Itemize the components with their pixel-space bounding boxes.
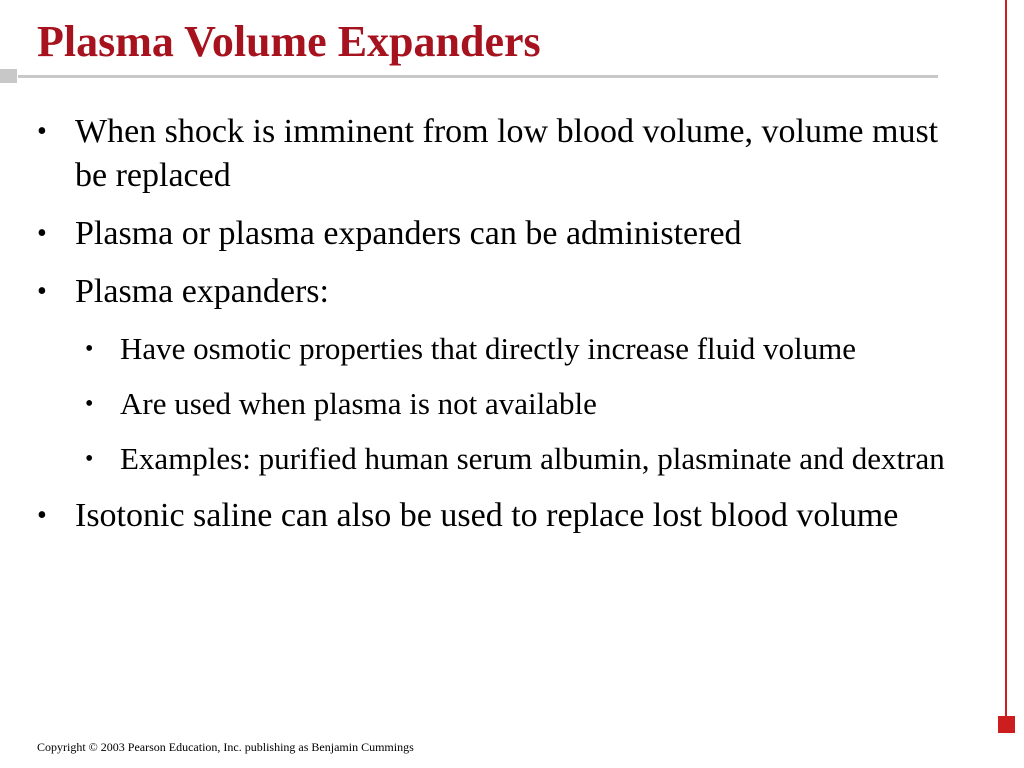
sub-bullet-list xyxy=(75,328,957,480)
sub-bullet-dot-icon: • xyxy=(85,336,94,362)
title-rule-left-square xyxy=(0,69,17,83)
bullet-list xyxy=(37,110,957,538)
bullet-dot-icon: • xyxy=(37,218,47,249)
sub-bullet-dot-icon: • xyxy=(85,446,94,472)
sub-bullet-item xyxy=(85,328,957,370)
title-underline-rule xyxy=(18,75,938,78)
slide-content xyxy=(37,110,957,552)
bullet-item xyxy=(37,270,957,480)
slide-title: Plasma Volume Expanders xyxy=(37,17,541,66)
bottom-right-square xyxy=(998,716,1015,733)
bullet-text: Plasma or plasma expanders can be administered xyxy=(75,215,742,252)
sub-bullet-text: Have osmotic properties that directly increase fluid volume xyxy=(120,331,857,366)
bullet-item xyxy=(37,494,957,538)
sub-bullet-item xyxy=(85,383,957,425)
bullet-item xyxy=(37,110,957,198)
sub-bullet-text: Are used when plasma is not available xyxy=(120,386,597,421)
bullet-text: When shock is imminent from low blood volume, volume must be replaced xyxy=(75,113,939,194)
bullet-text: Plasma expanders: xyxy=(75,273,329,310)
bullet-dot-icon: • xyxy=(37,116,47,147)
bullet-text: Isotonic saline can also be used to replace lost blood volume xyxy=(75,497,899,534)
bullet-dot-icon: • xyxy=(37,500,47,531)
right-vertical-rule xyxy=(1005,0,1007,716)
bullet-item xyxy=(37,212,957,256)
sub-bullet-dot-icon: • xyxy=(85,391,94,417)
sub-bullet-item xyxy=(85,438,957,480)
bullet-dot-icon: • xyxy=(37,276,47,307)
copyright-footer: Copyright © 2003 Pearson Education, Inc. publishing as Benjamin Cummings xyxy=(37,740,414,754)
sub-bullet-text: Examples: purified human serum albumin, plasminate and dextran xyxy=(120,441,945,476)
